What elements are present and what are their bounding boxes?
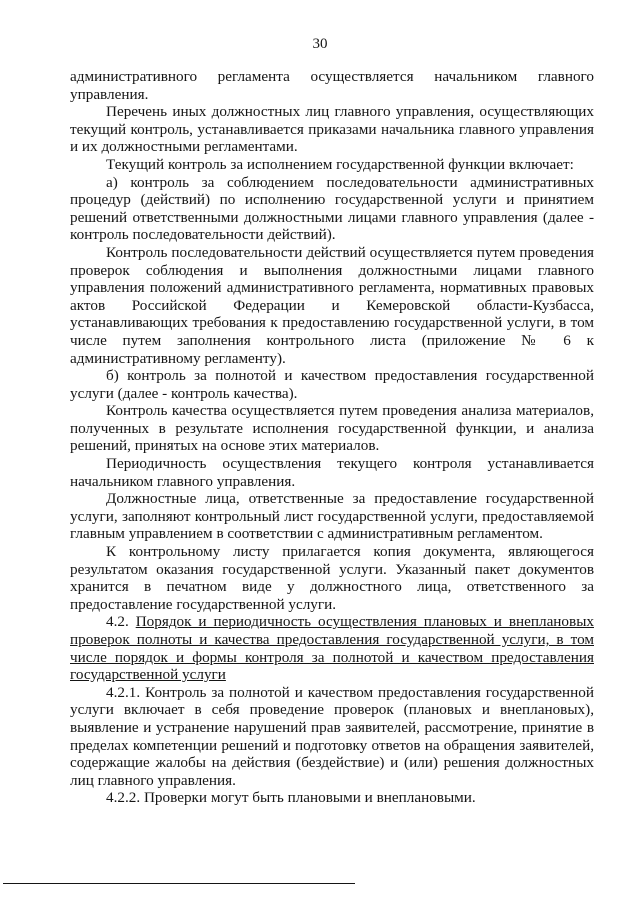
section-title-underlined: Порядок и периодичность осуществления плановых и внеплановых проверок полноты и качества предоставления государственной услуги, в том числе порядок и формы контроля за полнотой и качеством предоставления государственной услуги — [70, 613, 594, 684]
section-heading-4-2 — [70, 613, 594, 683]
paragraph-quality-control-method: Контроль качества осуществляется путем проведения анализа материалов, полученных в результате исполнения государственной функции, и анализа решений, принятых на основе этих материалов. — [70, 402, 594, 455]
paragraph-regulation-end: административного регламента осуществляется начальником главного управления. — [70, 68, 594, 103]
paragraph-periodicity: Периодичность осуществления текущего контроля устанавливается начальником главного управления. — [70, 455, 594, 490]
paragraph-sequence-control-method: Контроль последовательности действий осуществляется путем проведения проверок соблюдения и выполнения должностными лицами главного управления положений административного регламента, нормативных правовых актов Российской Федерации и Кемеровской области-Кузбасса, устанавливающих требования к предоставлению государственной услуги, в том числе путем заполнения контрольного листа (приложение № 6 к административному регламенту). — [70, 243, 594, 367]
paragraph-officials-list: Перечень иных должностных лиц главного управления, осуществляющих текущий контроль, устанавливается приказами начальника главного управления и их должностными регламентами. — [70, 103, 594, 156]
document-body — [70, 68, 594, 807]
paragraph-sequence-control: а) контроль за соблюдением последовательности административных процедур (действий) по исполнению государственной услуги и принятием решений ответственными должностными лицами главного управления (далее - контроль последовательности действий). — [70, 173, 594, 244]
paragraph-checklist: Должностные лица, ответственные за предоставление государственной услуги, заполняют контрольный лист государственной услуги, предоставляемой главным управлением в соответствии с административным регламентом. — [70, 490, 594, 543]
footer-rule — [3, 883, 355, 884]
page-number: 30 — [312, 36, 328, 52]
paragraph-4-2-1: 4.2.1. Контроль за полнотой и качеством предоставления государственной услуги включает в себя проведение проверок (плановых и внеплановых), выявление и устранение нарушений прав заявителей, рассмотрение, принятие в пределах компетенции решений и подготовку ответов на обращения заявителей, содержащие жалобы на действия (бездействие) и (или) решения должностных лиц главного управления. — [70, 683, 594, 789]
paragraph-4-2-2: 4.2.2. Проверки могут быть плановыми и внеплановыми. — [106, 789, 476, 807]
paragraph-checklist-attachment: К контрольному листу прилагается копия документа, являющегося результатом оказания государственной услуги. Указанный пакет документов хранится в печатном виде у должностного лица, ответственного за предоставление государственной услуги. — [70, 543, 594, 613]
paragraph-current-control-includes: Текущий контроль за исполнением государственной функции включает: — [106, 155, 574, 173]
section-number: 4.2. — [106, 613, 136, 631]
paragraph-quality-control: б) контроль за полнотой и качеством предоставления государственной услуги (далее - контроль качества). — [70, 367, 594, 402]
